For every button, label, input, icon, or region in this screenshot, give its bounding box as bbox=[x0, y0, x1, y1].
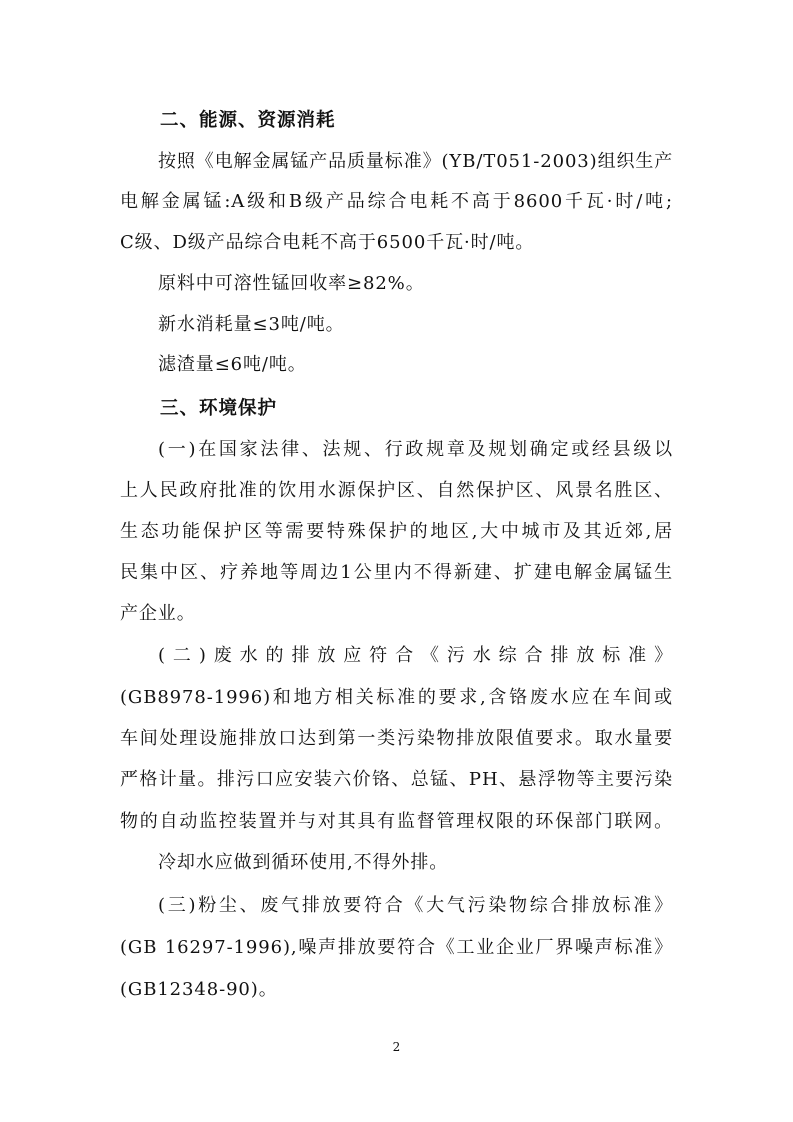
env-para2-line-2: (GB8978-1996)和地方相关标准的要求,含铬废水应在车间或 bbox=[120, 687, 673, 708]
energy-line-4: 原料中可溶性锰回收率≥82%。 bbox=[158, 273, 425, 294]
energy-line-5: 新水消耗量≤3吨/吨。 bbox=[158, 314, 345, 335]
env-para1-line-4: 民集中区、疗养地等周边1公里内不得新建、扩建电解金属锰生 bbox=[120, 562, 673, 583]
env-para3-line-3: (GB12348-90)。 bbox=[120, 979, 278, 1000]
energy-line-6: 滤渣量≤6吨/吨。 bbox=[158, 354, 307, 375]
env-para3-line-2: (GB 16297-1996),噪声排放要符合《工业企业厂界噪声标准》 bbox=[120, 937, 673, 958]
env-cooling-line: 冷却水应做到循环使用,不得外排。 bbox=[158, 852, 449, 873]
page-number: 2 bbox=[392, 1040, 401, 1054]
env-para1-line-2: 上人民政府批准的饮用水源保护区、自然保护区、风景名胜区、 bbox=[120, 480, 673, 501]
energy-line-3: C级、D级产品综合电耗不高于6500千瓦·时/吨。 bbox=[120, 232, 535, 253]
env-para3-line-1: (三)粉尘、废气排放要符合《大气污染物综合排放标准》 bbox=[158, 895, 673, 916]
env-para1-line-5: 产企业。 bbox=[120, 603, 196, 624]
energy-line-2: 电解金属锰:A级和B级产品综合电耗不高于8600千瓦·时/吨; bbox=[120, 191, 673, 212]
env-para2-line-3: 车间处理设施排放口达到第一类污染物排放限值要求。取水量要 bbox=[120, 728, 673, 749]
env-para2-line-5: 物的自动监控装置并与对其具有监督管理权限的环保部门联网。 bbox=[120, 811, 673, 832]
energy-line-1: 按照《电解金属锰产品质量标准》(YB/T051-2003)组织生产 bbox=[158, 151, 674, 172]
env-para2-line-1: (二)废水的排放应符合《污水综合排放标准》 bbox=[158, 645, 673, 666]
section-title-energy: 二、能源、资源消耗 bbox=[160, 110, 336, 131]
env-para2-line-4: 严格计量。排污口应安装六价铬、总锰、PH、悬浮物等主要污染 bbox=[120, 769, 673, 790]
env-para1-line-3: 生态功能保护区等需要特殊保护的地区,大中城市及其近郊,居 bbox=[120, 521, 673, 542]
section-title-environment: 三、环境保护 bbox=[160, 398, 278, 419]
env-para1-line-1: (一)在国家法律、法规、行政规章及规划确定或经县级以 bbox=[158, 439, 673, 460]
